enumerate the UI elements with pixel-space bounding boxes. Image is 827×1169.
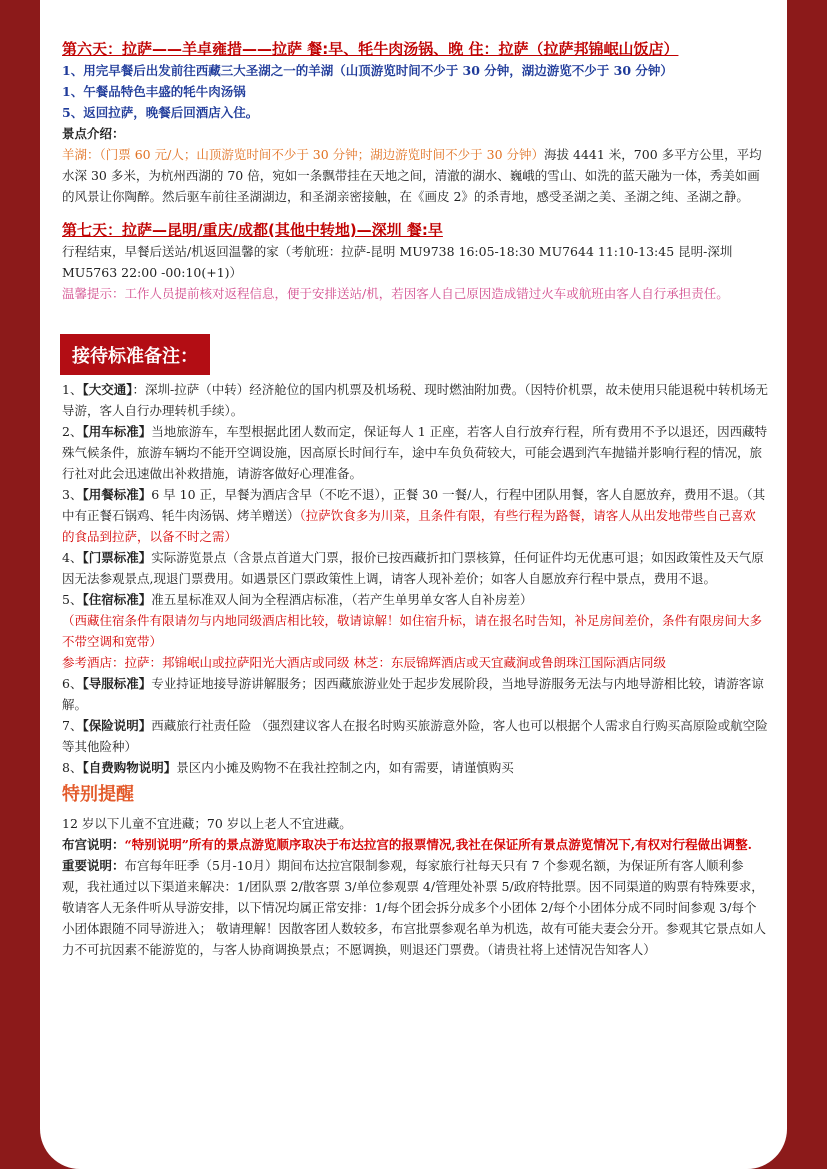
standard-item	[62, 589, 768, 610]
day6-item: 5、返回拉萨，晚餐后回酒店入住。	[62, 105, 259, 120]
item-number: 6、	[62, 676, 83, 691]
item-label: 【导服标准】	[82, 676, 152, 691]
item-text: 专业持证地接导游讲解服务；因西藏旅游业处于起步发展阶段，当地导游服务无法与内地导游相比较，请游客谅解。	[62, 676, 764, 712]
item-text: 西藏旅行社责任险 （强烈建议客人在报名时购买旅游意外险，客人也可以根据个人需求自行购买高原险或航空险等其他险种）	[62, 718, 768, 754]
item-text: 景区内小摊及购物不在我社控制之内，如有需要，请谨慎购买	[176, 760, 514, 775]
standard-item	[62, 379, 768, 421]
intro-label: 景点介绍：	[62, 126, 125, 141]
age-note: 12 岁以下儿童不宜进藏；70 岁以上老人不宜进藏。	[62, 816, 352, 831]
item-text: 实际游览景点（含景点首道大门票，报价已按西藏折扣门票核算，任何证件均无优惠可退；如因政策性及天气原因无法参观景点,现退门票费用。如遇景区门票政策性上调，请客人现补差价；如客人自愿放弃行程中景点，费用不退。	[62, 550, 764, 586]
item-number: 4、	[62, 550, 83, 565]
standard-item	[62, 715, 768, 757]
item-label: 【自费购物说明】	[82, 760, 177, 775]
item-number: 7、	[62, 718, 83, 733]
item-number: 3、	[62, 487, 83, 502]
standard-item	[62, 673, 768, 715]
palace-note	[62, 834, 768, 855]
item-text: 准五星标准双人间为全程酒店标准，（若产生单男单女客人自补房差）	[151, 592, 533, 607]
hotel-note: （西藏住宿条件有限请勿与内地同级酒店相比较，敬请谅解！如住宿升标，请在报名时告知，补足房间差价，条件有限房间大多不带空调和宽带）	[62, 613, 763, 649]
palace-text: “特别说明”所有的景点游览顺序取决于布达拉宫的报票情况,我社在保证所有景点游览情况下,有权对行程做出调整.	[124, 837, 752, 852]
yamdrok-intro	[62, 144, 768, 207]
standard-item	[62, 421, 768, 484]
document-page	[40, 0, 787, 1169]
day7-tip: 温馨提示：工作人员提前核对返程信息，便于安排送站/机，若因客人自己原因造成错过火车或航班由客人自行承担责任。	[62, 286, 729, 301]
standard-item	[62, 484, 768, 547]
item-label: 【用车标准】	[82, 424, 152, 439]
palace-label: 布宫说明：	[62, 837, 125, 852]
item-label: 【住宿标准】	[82, 592, 152, 607]
item-text: 6 早 10 正，早餐为酒店含早（不吃不退），正餐 30 一餐/人，行程中团队用餐，客人自愿放弃，费用不退。（其中有正餐石锅鸡、牦牛肉汤锅、烤羊赠送）	[62, 487, 766, 523]
item-warning: （拉萨饮食多为川菜，且条件有限，有些行程为路餐，请客人从出发地带些自己喜欢的食品到拉萨，以备不时之需）	[62, 508, 756, 544]
day7-body: 行程结束，早餐后送站/机返回温馨的家（考航班：拉萨-昆明 MU9738 16:05-18:30 MU7644 11:10-13:45 昆明-深圳 MU5763 22:00 -00:10(+1)）	[62, 244, 733, 280]
item-text: ：深圳-拉萨（中转）经济舱位的国内机票及机场税、现时燃油附加费。（因特价机票，故未使用只能退税中转机场无导游，客人自行办理转机手续）。	[62, 382, 768, 418]
standards-banner: 接待标准备注：	[60, 334, 210, 375]
item-number: 8、	[62, 760, 83, 775]
item-number: 1、	[62, 382, 83, 397]
reference-hotels: 参考酒店：拉萨：邦锦岷山或拉萨阳光大酒店或同级 林芝：东辰锦辉酒店或天宜藏涧或鲁朗珠江国际酒店同级	[62, 655, 666, 670]
yamdrok-ticket-note: 羊湖：（门票 60 元/人；山顶游览时间不少于 30 分钟；湖边游览时间不少于 30 分钟）	[62, 147, 545, 162]
item-label: 【用餐标准】	[82, 487, 152, 502]
standard-item	[62, 547, 768, 589]
special-heading: 特别提醒	[62, 784, 134, 805]
item-number: 5、	[62, 592, 83, 607]
day7-title: 第七天：拉萨—昆明/重庆/成都(其他中转地)—深圳 餐:早	[62, 221, 443, 239]
important-note	[62, 855, 768, 960]
important-text: 布宫每年旺季（5月-10月）期间布达拉宫限制参观，每家旅行社每天只有 7 个参观名额，为保证所有客人顺利参观，我社通过以下渠道来解决：1/团队票 2/散客票 3/单位参观票 4/管理处补票 5/政府特批票。因不同渠道的购票有特殊要求，敬请客人无条件听从导游安排，以下情况均属正常安排：1/每个团会拆分成多个小团体 2/每个小团体分成不同时间参观 3/每个小团体跟随不同导游进入； 敬请理解！因散客团人数较多，布宫批票参观名单为机选，故有可能夫妻会分开。参观其它景点如人力不可抗因素不能游览的，与客人协商调换景点；不愿调换，则退还门票费。（请贵社将上述情况告知客人）	[62, 858, 766, 957]
item-label: 【门票标准】	[82, 550, 152, 565]
document-content	[62, 38, 768, 960]
item-label: 【保险说明】	[82, 718, 152, 733]
item-label: 【大交通】	[82, 382, 133, 397]
day6-item: 1、用完早餐后出发前往西藏三大圣湖之一的羊湖（山顶游览时间不少于 30 分钟，湖边游览不少于 30 分钟）	[62, 63, 673, 78]
day6-title: 第六天：拉萨——羊卓雍措——拉萨 餐:早、牦牛肉汤锅、晚 住：拉萨（拉萨邦锦岷山饭店）	[62, 40, 679, 58]
item-text: 当地旅游车，车型根据此团人数而定，保证每人 1 正座，若客人自行放弃行程，所有费用不予以退还，因西藏特殊气候条件，旅游车辆均不能开空调设施，因高原长时间行车，途中车负负荷较大，可能会遇到汽车抛锚并影响行程的情况，旅行社对此会迅速做出补救措施，请游客做好心理准备。	[62, 424, 768, 481]
important-label: 重要说明：	[62, 858, 125, 873]
day6-item: 1、午餐品特色丰盛的牦牛肉汤锅	[62, 84, 246, 99]
yamdrok-description: 海拔 4441 米，700 多平方公里，平均水深 30 多米，为杭州西湖的 70 倍，宛如一条飘带挂在天地之间，清澈的湖水、巍峨的雪山、如洗的蓝天融为一体，秀美如画的风景让你陶醉。然后驱车前往圣湖湖边，和圣湖亲密接触，在《画皮 2》的杀青地，感受圣湖之美、圣湖之纯、圣湖之静。	[62, 147, 762, 204]
item-number: 2、	[62, 424, 83, 439]
standard-item	[62, 757, 768, 778]
